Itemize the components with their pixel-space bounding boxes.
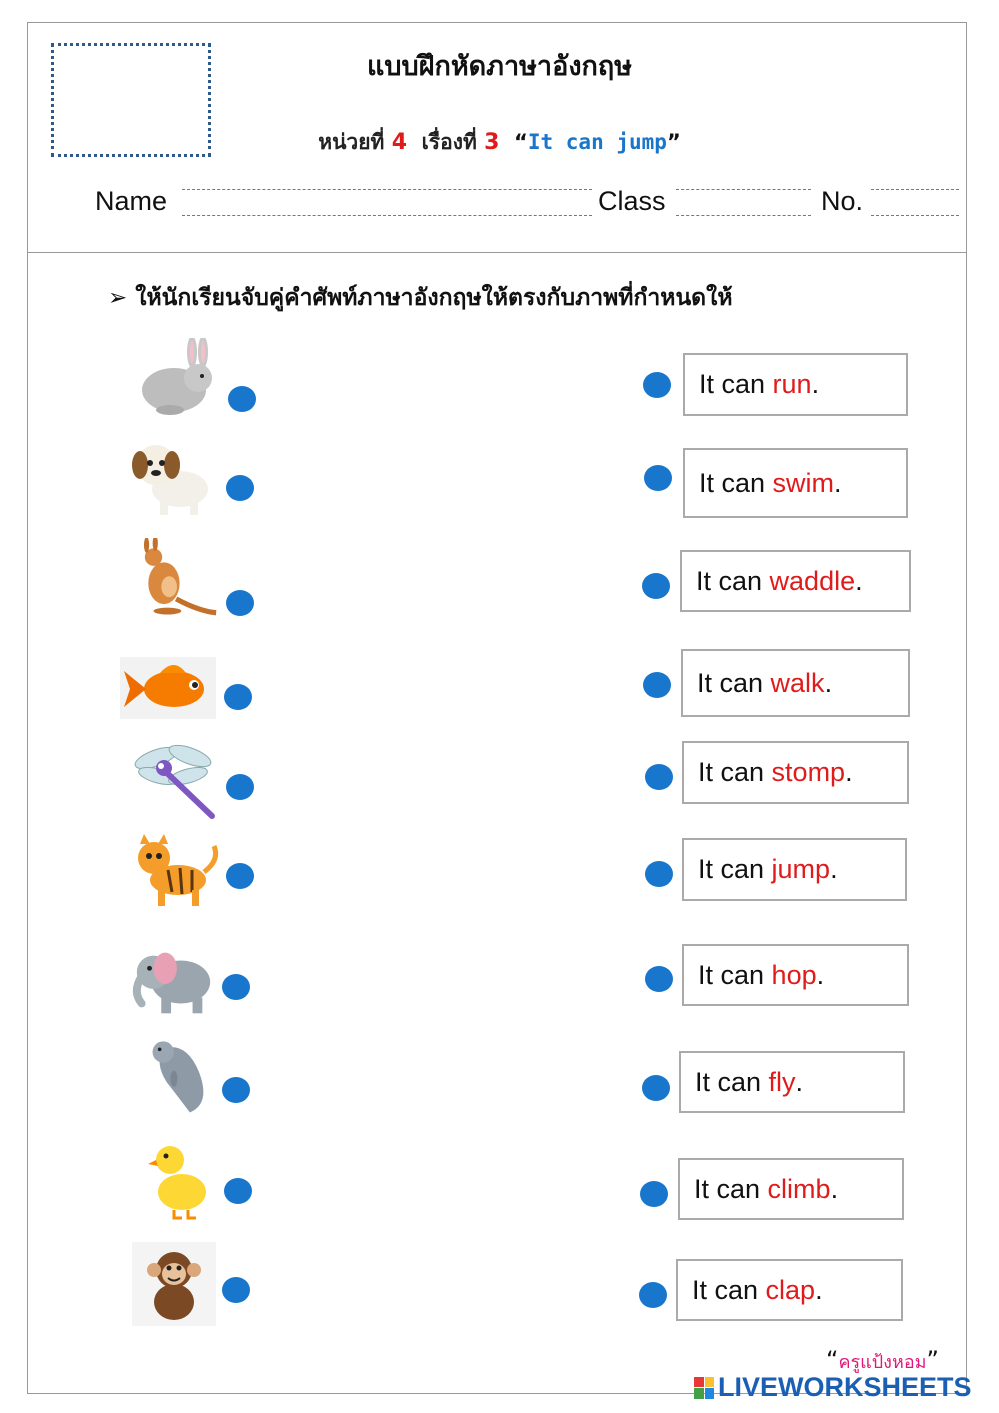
- answer-suffix: .: [811, 369, 820, 399]
- unit-number: 4: [391, 130, 407, 155]
- answer-box-stomp[interactable]: [682, 741, 909, 804]
- class-label: Class: [598, 186, 666, 216]
- dragonfly-icon: [132, 740, 222, 820]
- answer-suffix: .: [834, 467, 842, 498]
- unit-subtitle: [0, 126, 999, 159]
- worksheet-title: แบบฝึกหัดภาษาอังกฤษ: [367, 51, 632, 82]
- tiger-icon: [132, 830, 222, 910]
- answer-suffix: .: [830, 1173, 839, 1204]
- answer-box-swim[interactable]: [683, 448, 908, 518]
- instruction-text: ➢ ให้นักเรียนจับคู่คำศัพท์ภาษาอังกฤษให้ตรงกับภาพที่กำหนดให้: [108, 285, 733, 311]
- match-dot-right-5[interactable]: [645, 764, 673, 790]
- answer-verb: jump: [771, 854, 831, 884]
- match-dot-left-7[interactable]: [222, 974, 250, 1000]
- unit-label: หน่วยที่: [318, 130, 385, 154]
- answer-box-fly[interactable]: [679, 1051, 905, 1113]
- answer-prefix: It can: [696, 565, 770, 596]
- match-dot-left-6[interactable]: [226, 863, 254, 889]
- match-dot-right-4[interactable]: [643, 672, 671, 698]
- manatee-icon: [136, 1036, 226, 1116]
- credit-close-quote: ”: [926, 1346, 939, 1374]
- answer-verb: walk: [770, 667, 825, 698]
- answer-verb: stomp: [771, 757, 846, 787]
- puppy-icon: [128, 437, 218, 517]
- match-dot-left-1[interactable]: [228, 386, 256, 412]
- story-title: It can jump: [527, 130, 667, 154]
- name-field[interactable]: [182, 215, 592, 216]
- answer-prefix: It can: [695, 1066, 769, 1097]
- name-label: Name: [95, 186, 168, 216]
- credit-name: ครูแป้งหอม: [838, 1352, 927, 1373]
- match-dot-left-3[interactable]: [226, 590, 254, 616]
- match-dot-left-9[interactable]: [224, 1178, 252, 1204]
- match-dot-left-4[interactable]: [224, 684, 252, 710]
- answer-prefix: It can: [699, 369, 773, 399]
- match-dot-right-2[interactable]: [644, 465, 672, 491]
- match-dot-left-5[interactable]: [226, 774, 254, 800]
- liveworksheets-logo[interactable]: [694, 1372, 972, 1403]
- answer-suffix: .: [795, 1066, 804, 1097]
- goldfish-icon: [120, 657, 216, 719]
- answer-verb: run: [772, 369, 812, 399]
- answer-prefix: It can: [697, 667, 771, 698]
- answer-box-waddle[interactable]: [680, 550, 911, 612]
- answer-verb: hop: [771, 959, 817, 990]
- match-dot-right-8[interactable]: [642, 1075, 670, 1101]
- no-label: No.: [821, 186, 864, 216]
- match-dot-right-9[interactable]: [640, 1181, 668, 1207]
- class-field-line-top: [676, 189, 811, 190]
- match-dot-left-2[interactable]: [226, 475, 254, 501]
- header-divider: [27, 252, 967, 253]
- answer-box-run[interactable]: [683, 353, 908, 416]
- brand-text: LIVEWORKSHEETS: [718, 1372, 972, 1402]
- credit-open-quote: “: [826, 1346, 839, 1374]
- match-dot-right-10[interactable]: [639, 1282, 667, 1308]
- kangaroo-icon: [132, 538, 222, 618]
- answer-prefix: It can: [699, 467, 773, 498]
- duck-icon: [148, 1138, 210, 1220]
- match-dot-right-6[interactable]: [645, 861, 673, 887]
- answer-box-hop[interactable]: [682, 944, 909, 1006]
- answer-suffix: .: [830, 854, 838, 884]
- match-dot-left-10[interactable]: [222, 1277, 250, 1303]
- no-field-line-top: [871, 189, 959, 190]
- answer-prefix: It can: [698, 854, 772, 884]
- answer-suffix: .: [824, 667, 833, 698]
- elephant-icon: [128, 942, 218, 1022]
- match-dot-right-3[interactable]: [642, 573, 670, 599]
- match-dot-right-1[interactable]: [643, 372, 671, 398]
- class-field[interactable]: [676, 215, 811, 216]
- answer-box-walk[interactable]: [681, 649, 910, 717]
- answer-verb: swim: [772, 467, 835, 498]
- answer-box-clap[interactable]: [676, 1259, 903, 1321]
- name-field-line-top: [182, 189, 592, 190]
- rabbit-icon: [132, 338, 222, 418]
- open-quote: “: [514, 130, 528, 154]
- answer-suffix: .: [816, 959, 825, 990]
- match-dot-right-7[interactable]: [645, 966, 673, 992]
- answer-prefix: It can: [698, 959, 772, 990]
- answer-verb: climb: [767, 1173, 831, 1204]
- answer-verb: fly: [768, 1066, 796, 1097]
- answer-prefix: It can: [698, 757, 772, 787]
- answer-suffix: .: [855, 565, 863, 596]
- answer-prefix: It can: [694, 1173, 768, 1204]
- story-number: 3: [484, 130, 500, 155]
- close-quote: ”: [666, 130, 681, 154]
- answer-suffix: .: [845, 757, 853, 787]
- story-label: เรื่องที่: [421, 130, 477, 154]
- match-dot-left-8[interactable]: [222, 1077, 250, 1103]
- answer-verb: waddle: [769, 565, 856, 596]
- answer-box-jump[interactable]: [682, 838, 907, 901]
- answer-suffix: .: [815, 1274, 823, 1305]
- monkey-icon: [132, 1242, 216, 1326]
- answer-verb: clap: [765, 1274, 816, 1305]
- liveworksheets-icon: [694, 1377, 714, 1399]
- answer-box-climb[interactable]: [678, 1158, 904, 1220]
- no-field[interactable]: [871, 215, 959, 216]
- answer-prefix: It can: [692, 1274, 766, 1305]
